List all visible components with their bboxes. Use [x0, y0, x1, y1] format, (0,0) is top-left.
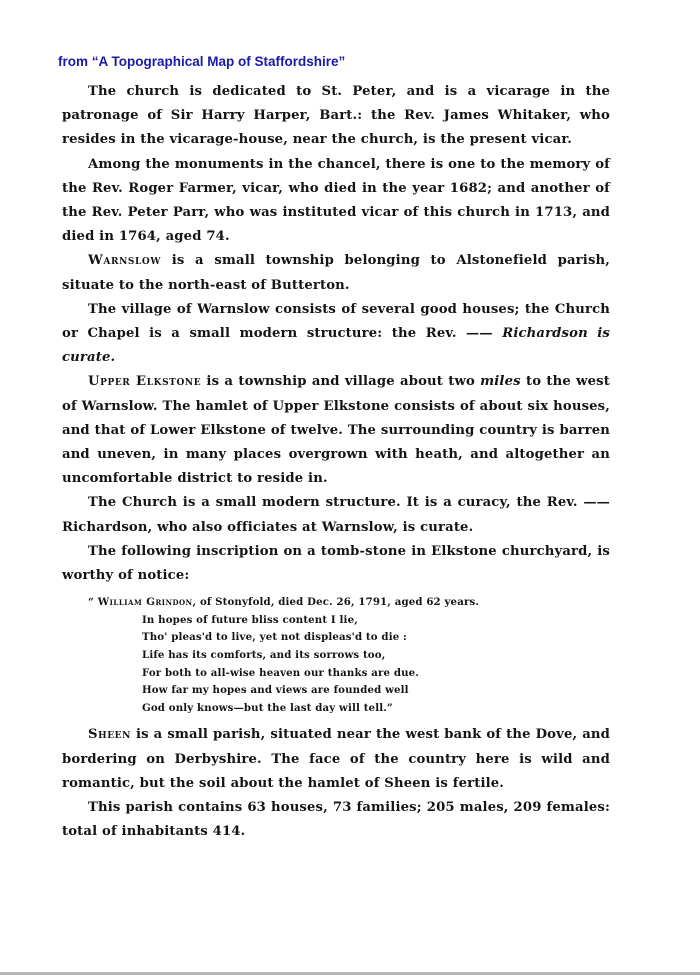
village-curate: Richardson is curate. [62, 326, 611, 366]
inscription-name: William Grindon [97, 596, 193, 609]
inscription-lead-rest: , of Stonyfold, died Dec. 26, 1791, aged 62 years. [192, 596, 480, 609]
inscription-line: In hopes of future bliss content I lie, [142, 613, 358, 626]
page-bottom-edge [0, 972, 700, 975]
warnslow-text: is a small township belonging to Alstonefield parish, situate to the north-east of Butterton. [62, 253, 610, 293]
document-page [62, 80, 610, 844]
source-caption: from “A Topographical Map of Staffordshire” [58, 54, 346, 69]
elkstone-text-a: is a township and village about two [201, 374, 481, 390]
paragraph-monuments: Among the monuments in the chancel, there is one to the memory of the Rev. Roger Farmer, vicar, who died in the year 1682; and another of the Rev. Peter Parr, who was instituted vicar of this church in 1713, and died in 1764, aged 74. [62, 156, 610, 245]
paragraph-sheen [62, 723, 610, 796]
paragraph-warnslow [62, 249, 610, 297]
paragraph-church-curacy: The Church is a small modern structure. It is a curacy, the Rev. —— Richardson, who also officiates at Warnslow, is curate. [62, 495, 610, 535]
paragraph-elkstone [62, 370, 610, 491]
place-name-elkstone: Upper Elkstone [88, 374, 202, 390]
place-name-sheen: Sheen [88, 727, 131, 743]
tombstone-inscription [62, 594, 610, 717]
place-name-warnslow: Warnslow [88, 253, 162, 269]
inscription-line: God only knows—but the last day will tell.” [142, 701, 393, 714]
elkstone-miles: miles [480, 374, 521, 390]
inscription-lead [88, 594, 610, 612]
paragraph-church: The church is dedicated to St. Peter, and is a vicarage in the patronage of Sir Harry Harper, Bart.: the Rev. James Whitaker, who resides in the vicarage-house, near the church, is the present vicar. [62, 84, 610, 148]
elkstone-text-b: to the west of Warnslow. The hamlet of Upper Elkstone consists of about six houses, and that of Lower Elkstone of twelve. The surrounding country is barren and uneven, in many places overgrown with heath, and altogether an uncomfortable district to reside in. [62, 374, 610, 487]
paragraph-village [62, 298, 610, 371]
village-text: The village of Warnslow consists of several good houses; the Church or Chapel is a small modern structure: the Rev. —— [62, 301, 610, 342]
inscription-line: For both to all-wise heaven our thanks are due. [142, 666, 420, 679]
inscription-line: Life has its comforts, and its sorrows too, [142, 649, 386, 662]
paragraph-inscription-intro: The following inscription on a tomb-stone in Elkstone churchyard, is worthy of notice: [62, 543, 610, 584]
paragraph-population: This parish contains 63 houses, 73 families; 205 males, 209 females: total of inhabitants 414. [62, 800, 610, 840]
inscription-open-quote: “ [88, 596, 98, 609]
sheen-text: is a small parish, situated near the west bank of the Dove, and bordering on Derbyshire. The face of the country here is wild and romantic, but the soil about the hamlet of Sheen is fertile. [62, 727, 610, 791]
inscription-line: How far my hopes and views are founded well [142, 684, 409, 697]
inscription-line: Tho' pleas'd to live, yet not displeas'd to die : [142, 631, 407, 644]
